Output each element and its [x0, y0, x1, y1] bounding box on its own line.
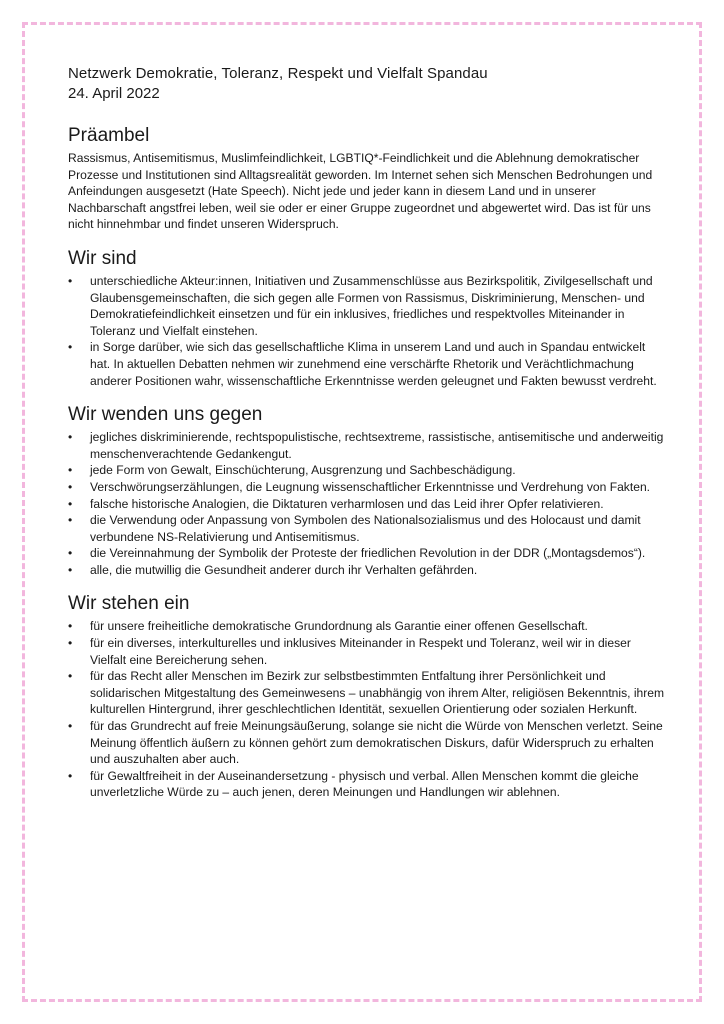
- heading-wir-sind: Wir sind: [68, 247, 137, 269]
- list-item: • für das Grundrecht auf freie Meinungsäußerung, solange sie nicht die Würde von Menschen verletzt. Seine Meinung öffentlich äußern zu können gehört zum demokratischen Diskurs, dafür Widerspruch zu erhalten und auszuhalten aber auch.: [68, 719, 663, 767]
- bullet-icon: •: [68, 562, 73, 577]
- bullet-icon: •: [68, 546, 73, 561]
- list-item: • unterschiedliche Akteur:innen, Initiativen und Zusammenschlüsse aus Bezirkspolitik, Zivilgesellschaft und Glaubensgemeinschaften, die sich gegen alle Formen von Rassismus, Diskriminierung, Menschen- und Demokratiefeindlichkeit einsetzen und für ein inklusives, friedliches und respektvolles Miteinander in Toleranz und Vielfalt einstehen.: [68, 273, 653, 338]
- bullet-icon: •: [68, 719, 73, 734]
- bullet-icon: •: [68, 463, 73, 478]
- bullet-icon: •: [68, 340, 73, 355]
- list-item: • für ein diverses, interkulturelles und inklusives Miteinander in Respekt und Toleranz, weil wir in dieser Vielfalt eine Bereicherung sehen.: [68, 636, 631, 667]
- bullet-icon: •: [68, 768, 73, 783]
- list-item: • die Vereinnahmung der Symbolik der Proteste der friedlichen Revolution in der DDR („Montagsdemos“).: [68, 546, 646, 561]
- bullet-icon: •: [68, 636, 73, 651]
- list-item: • jegliches diskriminierende, rechtspopulistische, rechtsextreme, rassistische, antisemitische und anderweitig menschenverachtende Gedankengut.: [68, 430, 664, 461]
- bullet-icon: •: [68, 496, 73, 511]
- list-item: • jede Form von Gewalt, Einschüchterung, Ausgrenzung und Sachbeschädigung.: [68, 463, 516, 478]
- bullet-icon: •: [68, 669, 73, 684]
- bullet-icon: •: [68, 513, 73, 528]
- bullet-icon: •: [68, 430, 73, 445]
- list-item: • für Gewaltfreiheit in der Auseinandersetzung - physisch und verbal. Allen Menschen kommt die gleiche unverletzliche Würde zu – auch jenen, deren Meinungen und Handlungen wir ablehnen.: [68, 768, 639, 800]
- list-item: • die Verwendung oder Anpassung von Symbolen des Nationalsozialismus und des Holocaust und damit verbundene NS-Relativierung und Antisemitismus.: [68, 513, 641, 544]
- list-wir-sind: [68, 273, 668, 389]
- list-item: • für unsere freiheitliche demokratische Grundordnung als Garantie einer offenen Gesellschaft.: [68, 619, 588, 634]
- praeambel-text: Rassismus, Antisemitismus, Muslimfeindlichkeit, LGBTIQ*-Feindlichkeit und die Ablehnung demokratischer Prozesse und Institutionen sind Alltagsrealität geworden. Im Internet sehen sich Menschen Bedrohungen und Anfeindungen ausgesetzt (Hate Speech). Nicht jede und jeder kann in diesem Land und in unserer Nachbarschaft angstfrei leben, weil sie oder er einer Gruppe zugeordnet und abgewertet wird. Das ist für uns nicht hinnehmbar und findet unseren Widerspruch.: [68, 151, 653, 232]
- bullet-icon: •: [68, 619, 73, 634]
- list-item: • alle, die mutwillig die Gesundheit anderer durch ihr Verhalten gefährden.: [68, 562, 478, 577]
- list-item: • in Sorge darüber, wie sich das gesellschaftliche Klima in unserem Land und auch in Spandau entwickelt hat. In aktuellen Debatten nehmen wir zunehmend eine verschärfte Rhetorik und Verächtlichmachung anderer Positionen wahr, wissenschaftliche Erkenntnisse werden geleugnet und Fakten bewusst verdreht.: [68, 340, 657, 388]
- list-wir-wenden: [68, 429, 668, 578]
- heading-wir-wenden: Wir wenden uns gegen: [68, 404, 263, 426]
- title-text: Netzwerk Demokratie, Toleranz, Respekt und Vielfalt Spandau: [68, 65, 488, 82]
- document-title: [68, 64, 668, 84]
- list-item: • Verschwörungserzählungen, die Leugnung wissenschaftlicher Erkenntnisse und Verdrehung von Fakten.: [68, 479, 651, 494]
- list-wir-stehen: [68, 618, 668, 801]
- bullet-icon: •: [68, 479, 73, 494]
- list-item: • für das Recht aller Menschen im Bezirk zur selbstbestimmten Entfaltung ihrer Persönlichkeit und solidarischen Mitgestaltung des Gemeinwesens – unabhängig von ihrem Alter, religiösen Bekenntnis, ihrem kulturellen Hintergrund, ihrer geschlechtlichen Identität, sexuellen Orientierung oder sozialen Herkunft.: [68, 669, 665, 717]
- document-body: [68, 64, 668, 801]
- heading-praeambel: Präambel: [68, 125, 150, 146]
- document-date: 24. April 2022: [68, 85, 160, 102]
- heading-wir-stehen: Wir stehen ein: [68, 593, 190, 615]
- bullet-icon: •: [68, 273, 73, 288]
- list-item: • falsche historische Analogien, die Diktaturen verharmlosen und das Leid ihrer Opfer relativieren.: [68, 496, 604, 511]
